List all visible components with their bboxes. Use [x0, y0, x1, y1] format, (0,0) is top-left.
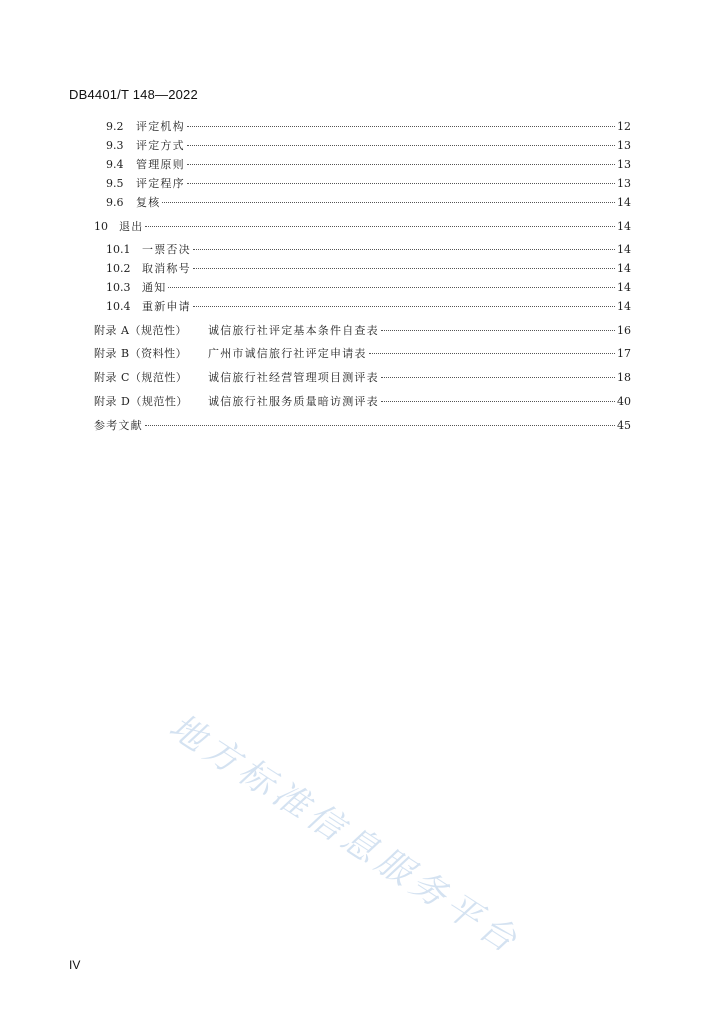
toc-entry-title: 参考文献	[94, 419, 143, 432]
toc-entry-number: 附录 D（规范性）	[94, 395, 188, 408]
toc-entry-number: 10	[94, 220, 108, 233]
page-number-footer: IV	[69, 958, 81, 972]
toc-dot-leader	[187, 126, 615, 127]
toc-entry-number: 9.5	[106, 177, 124, 190]
toc-entry-10-2[interactable]	[106, 262, 631, 276]
toc-entry-9-6[interactable]	[106, 196, 631, 210]
toc-entry-title: 广州市诚信旅行社评定申请表	[208, 347, 367, 360]
toc-dot-leader	[187, 183, 615, 184]
toc-dot-leader	[145, 425, 615, 426]
toc-entry-page: 14	[617, 196, 631, 209]
toc-entry-page: 14	[617, 220, 631, 233]
toc-entry-title: 诚信旅行社经营管理项目测评表	[208, 371, 379, 384]
toc-entry-number: 9.3	[106, 139, 124, 152]
toc-entry-10-3[interactable]	[106, 281, 631, 295]
toc-entry-appendix-a[interactable]	[94, 324, 631, 338]
toc-entry-page: 14	[617, 243, 631, 256]
toc-dot-leader	[193, 268, 615, 269]
toc-entry-title: 诚信旅行社服务质量暗访测评表	[208, 395, 379, 408]
document-id-header: DB4401/T 148—2022	[69, 87, 198, 102]
toc-entry-appendix-b[interactable]	[94, 347, 631, 361]
toc-entry-page: 18	[617, 371, 631, 384]
toc-entry-9-3[interactable]	[106, 139, 631, 153]
toc-entry-number: 附录 C（规范性）	[94, 371, 188, 384]
toc-dot-leader	[381, 401, 615, 402]
toc-entry-9-4[interactable]	[106, 158, 631, 172]
toc-entry-appendix-c[interactable]	[94, 371, 631, 385]
toc-entry-page: 45	[617, 419, 631, 432]
toc-entry-10[interactable]	[94, 220, 631, 234]
toc-entry-number: 10.4	[106, 300, 131, 313]
toc-dot-leader	[381, 377, 615, 378]
toc-dot-leader	[162, 202, 615, 203]
toc-entry-title: 评定方式	[136, 139, 185, 152]
watermark-text: 地方标准信息服务平台	[161, 706, 528, 964]
toc-entry-title: 复核	[136, 196, 161, 209]
toc-entry-page: 14	[617, 281, 631, 294]
toc-dot-leader	[193, 306, 615, 307]
toc-entry-number: 10.2	[106, 262, 131, 275]
toc-entry-9-2[interactable]	[106, 120, 631, 134]
toc-entry-page: 13	[617, 158, 631, 171]
toc-entry-title: 重新申请	[142, 300, 191, 313]
toc-entry-page: 13	[617, 177, 631, 190]
toc-entry-number: 附录 B（资料性）	[94, 347, 188, 360]
toc-entry-page: 40	[617, 395, 631, 408]
toc-dot-leader	[187, 145, 615, 146]
toc-dot-leader	[187, 164, 615, 165]
toc-entry-9-5[interactable]	[106, 177, 631, 191]
toc-entry-title: 评定机构	[136, 120, 185, 133]
toc-entry-number: 9.6	[106, 196, 124, 209]
toc-dot-leader	[369, 353, 615, 354]
toc-entry-page: 16	[617, 324, 631, 337]
toc-entry-appendix-d[interactable]	[94, 395, 631, 409]
toc-entry-title: 取消称号	[142, 262, 191, 275]
toc-entry-number: 9.2	[106, 120, 124, 133]
toc-entry-page: 14	[617, 262, 631, 275]
toc-dot-leader	[168, 287, 615, 288]
toc-dot-leader	[193, 249, 615, 250]
toc-entry-title: 诚信旅行社评定基本条件自查表	[208, 324, 379, 337]
toc-entry-number: 10.1	[106, 243, 131, 256]
toc-entry-page: 13	[617, 139, 631, 152]
toc-entry-number: 附录 A（规范性）	[94, 324, 187, 337]
toc-entry-page: 17	[617, 347, 631, 360]
toc-entry-title: 一票否决	[142, 243, 191, 256]
toc-entry-10-1[interactable]	[106, 243, 631, 257]
toc-entry-number: 9.4	[106, 158, 124, 171]
toc-entry-title: 通知	[142, 281, 167, 294]
toc-entry-references[interactable]	[94, 419, 631, 433]
toc-entry-page: 12	[617, 120, 631, 133]
toc-entry-title: 评定程序	[136, 177, 185, 190]
toc-entry-number: 10.3	[106, 281, 131, 294]
toc-entry-title: 管理原则	[136, 158, 185, 171]
toc-entry-page: 14	[617, 300, 631, 313]
toc-entry-10-4[interactable]	[106, 300, 631, 314]
toc-entry-title: 退出	[119, 220, 144, 233]
toc-dot-leader	[145, 226, 615, 227]
toc-dot-leader	[381, 330, 615, 331]
